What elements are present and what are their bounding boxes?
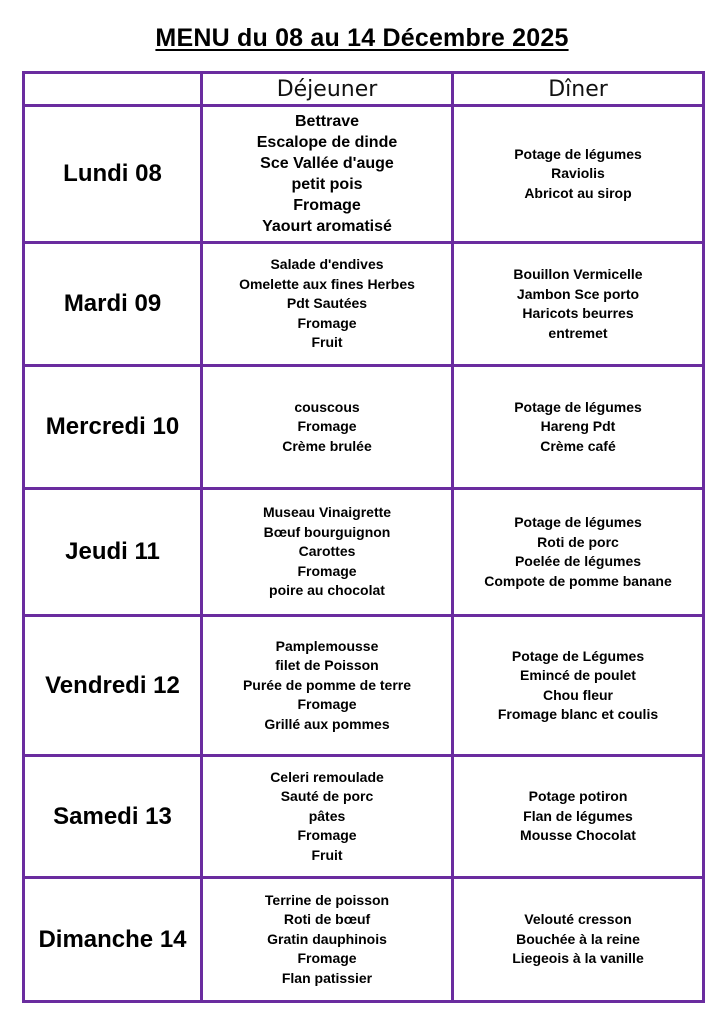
dish-item: Mousse Chocolat (520, 827, 636, 844)
dish-item: Yaourt aromatisé (262, 218, 392, 235)
day-name: Dimanche 14 (24, 878, 202, 1002)
dish-item: Abricot au sirop (524, 184, 632, 201)
dish-item: Hareng Pdt (540, 418, 616, 435)
dish-item: Compote de pomme banane (484, 572, 672, 589)
lunch-dish-list (203, 255, 451, 353)
dish-item: Liegeois à la vanille (512, 950, 644, 967)
header-dinner: Dîner (453, 73, 704, 106)
header-day (24, 73, 202, 106)
dish-item: Chou fleur (543, 686, 613, 703)
dish-item: Escalope de dinde (256, 134, 398, 151)
dish-item: Sce Vallée d'auge (260, 155, 394, 172)
dish-item: Poelée de légumes (514, 553, 642, 569)
dinner-dish-list (454, 398, 702, 457)
dish-item: Fromage (297, 696, 357, 713)
dish-item: Bettrave (294, 113, 360, 130)
dish-item: Bouchée à la reine (516, 930, 640, 947)
lunch-dish-list (203, 398, 451, 457)
lunch-cell (202, 243, 453, 366)
lunch-cell (202, 756, 453, 878)
page-title (0, 24, 724, 53)
page-title-text: MENU du 08 au 14 Décembre 2025 (155, 24, 569, 52)
header-row (24, 73, 704, 106)
dish-item: couscous (294, 398, 360, 415)
dish-item: poire au chocolat (269, 582, 385, 599)
lunch-dish-list (203, 111, 451, 237)
dish-item: Celeri remoulade (270, 768, 384, 785)
lunch-dish-list (203, 503, 451, 601)
menu-row (24, 616, 704, 756)
lunch-cell (202, 878, 453, 1002)
dish-item: Potage potiron (528, 788, 628, 805)
dish-item: Crème café (540, 437, 616, 454)
dinner-cell (453, 878, 704, 1002)
lunch-dish-list (203, 891, 451, 989)
dish-item: Roti de bœuf (283, 911, 371, 928)
lunch-dish-list (203, 768, 451, 866)
dish-item: Bouillon Vermicelle (513, 266, 643, 282)
dish-item: Potage de Légumes (511, 647, 645, 664)
menu-row (24, 489, 704, 616)
dish-item: Fruit (311, 846, 343, 863)
dish-item: Terrine de poisson (264, 891, 390, 908)
menu-row (24, 756, 704, 878)
menu-table (22, 71, 705, 1003)
dish-item: filet de Poisson (275, 657, 379, 674)
dish-item: Potage de légumes (514, 398, 642, 415)
day-name: Jeudi 11 (24, 489, 202, 616)
lunch-cell (202, 616, 453, 756)
day-name: Mercredi 10 (24, 366, 202, 489)
lunch-cell (202, 366, 453, 489)
dish-item: Crème brulée (282, 437, 372, 454)
dish-item: Jambon Sce porto (516, 285, 640, 302)
dish-item: Fromage blanc et coulis (497, 706, 659, 722)
dish-item: Haricots beurres (522, 305, 634, 321)
dish-item: Potage de légumes (514, 514, 642, 530)
dinner-dish-list (454, 145, 702, 204)
menu-row (24, 366, 704, 489)
dish-item: Omelette aux fines Herbes (239, 275, 415, 292)
dish-item: Fromage (297, 827, 357, 844)
dish-item: entremet (548, 324, 608, 341)
dinner-cell (453, 616, 704, 756)
dish-item: Potage de légumes (514, 145, 642, 162)
dish-item: Salade d'endives (270, 256, 384, 273)
dish-item: Fromage (293, 197, 361, 214)
dinner-cell (453, 243, 704, 366)
menu-row (24, 106, 704, 243)
lunch-cell (202, 106, 453, 243)
dinner-dish-list (454, 513, 702, 591)
dish-item: Museau Vinaigrette (262, 504, 392, 521)
dish-item: Flan patissier (281, 969, 373, 986)
day-name: Vendredi 12 (24, 616, 202, 756)
dish-item: Gratin dauphinois (267, 930, 387, 947)
lunch-cell (202, 489, 453, 616)
lunch-dish-list (203, 637, 451, 735)
dish-item: Velouté cresson (524, 911, 632, 928)
dinner-dish-list (454, 910, 702, 969)
dish-item: Sauté de porc (280, 788, 374, 805)
day-name: Mardi 09 (24, 243, 202, 366)
menu-row (24, 243, 704, 366)
dinner-dish-list (454, 787, 702, 846)
dinner-dish-list (454, 647, 702, 725)
dish-item: Fromage (297, 418, 357, 435)
dish-item: Pamplemousse (275, 637, 379, 654)
dish-item: Emincé de poulet (520, 667, 636, 683)
dinner-dish-list (454, 265, 702, 343)
dish-item: Purée de pomme de terre (242, 676, 412, 693)
dish-item: Grillé aux pommes (264, 715, 390, 732)
day-name: Lundi 08 (24, 106, 202, 243)
dish-item: Flan de légumes (523, 807, 633, 824)
menu-row (24, 878, 704, 1002)
dish-item: Fromage (297, 562, 357, 579)
day-name: Samedi 13 (24, 756, 202, 878)
header-lunch: Déjeuner (202, 73, 453, 106)
dish-item: pâtes (308, 807, 346, 824)
dish-item: Carottes (298, 543, 356, 560)
dish-item: Fromage (297, 950, 357, 967)
dinner-cell (453, 489, 704, 616)
dish-item: Roti de porc (537, 533, 619, 550)
dish-item: Raviolis (551, 165, 605, 182)
dish-item: Fromage (297, 314, 357, 331)
dinner-cell (453, 756, 704, 878)
dish-item: Bœuf bourguignon (263, 523, 391, 540)
dinner-cell (453, 106, 704, 243)
dish-item: Fruit (311, 334, 343, 351)
dish-item: petit pois (291, 176, 363, 193)
dish-item: Pdt Sautées (286, 295, 368, 312)
dinner-cell (453, 366, 704, 489)
